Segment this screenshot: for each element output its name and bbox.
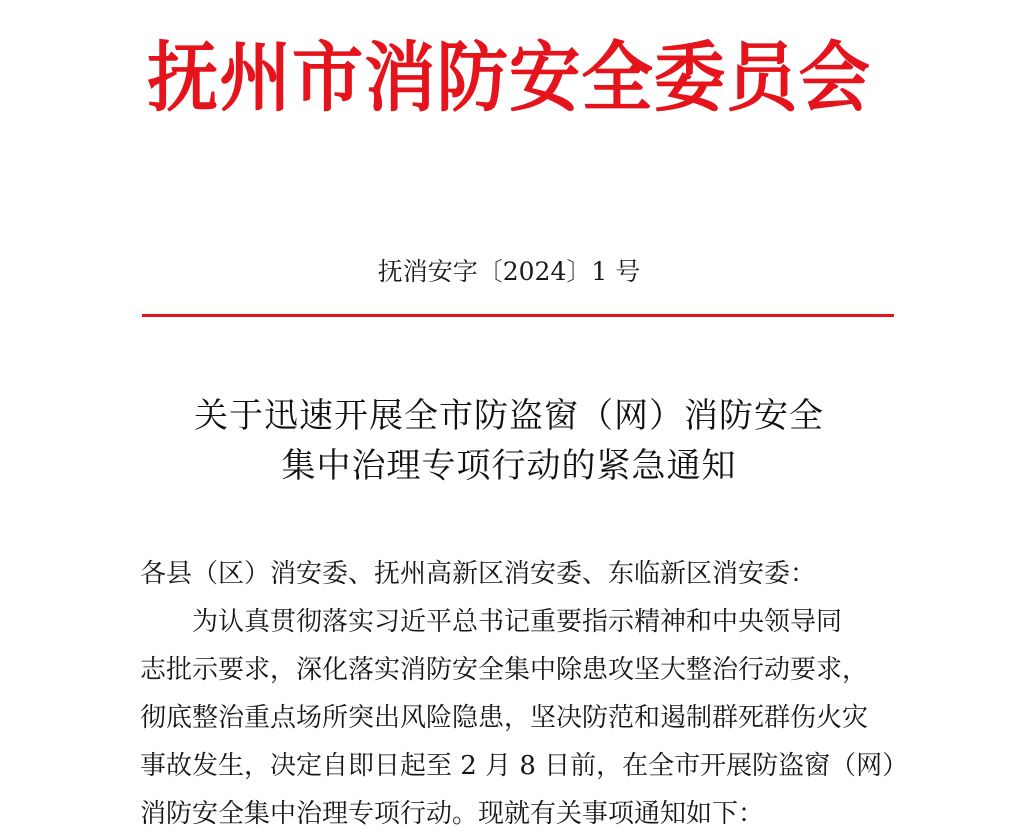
document-number: 抚消安字〔2024〕1 号 (377, 257, 641, 286)
body-paragraph-line: 为认真贯彻落实习近平总书记重要指示精神和中央领导同 (192, 607, 843, 637)
red-separator-line (142, 314, 894, 317)
body-paragraph-line: 志批示要求，深化落实消防安全集中除患攻坚大整治行动要求， (140, 655, 869, 685)
body-paragraph-line: 事故发生，决定自即日起至 2 月 8 日前，在全市开展防盗窗（网） (140, 751, 909, 781)
body-paragraph-line: 消防安全集中治理专项行动。现就有关事项通知如下： (140, 799, 765, 829)
document-title-line-1: 关于迅速开展全市防盗窗（网）消防安全 (194, 396, 824, 436)
document-title-line-2: 集中治理专项行动的紧急通知 (281, 446, 737, 486)
salutation: 各县（区）消安委、抚州高新区消安委、东临新区消安委： (140, 559, 817, 589)
issuing-authority-header: 抚州市消防安全委员会 (147, 33, 871, 122)
body-paragraph-line: 彻底整治重点场所突出风险隐患，坚决防范和遏制群死群伤火灾 (140, 703, 869, 733)
